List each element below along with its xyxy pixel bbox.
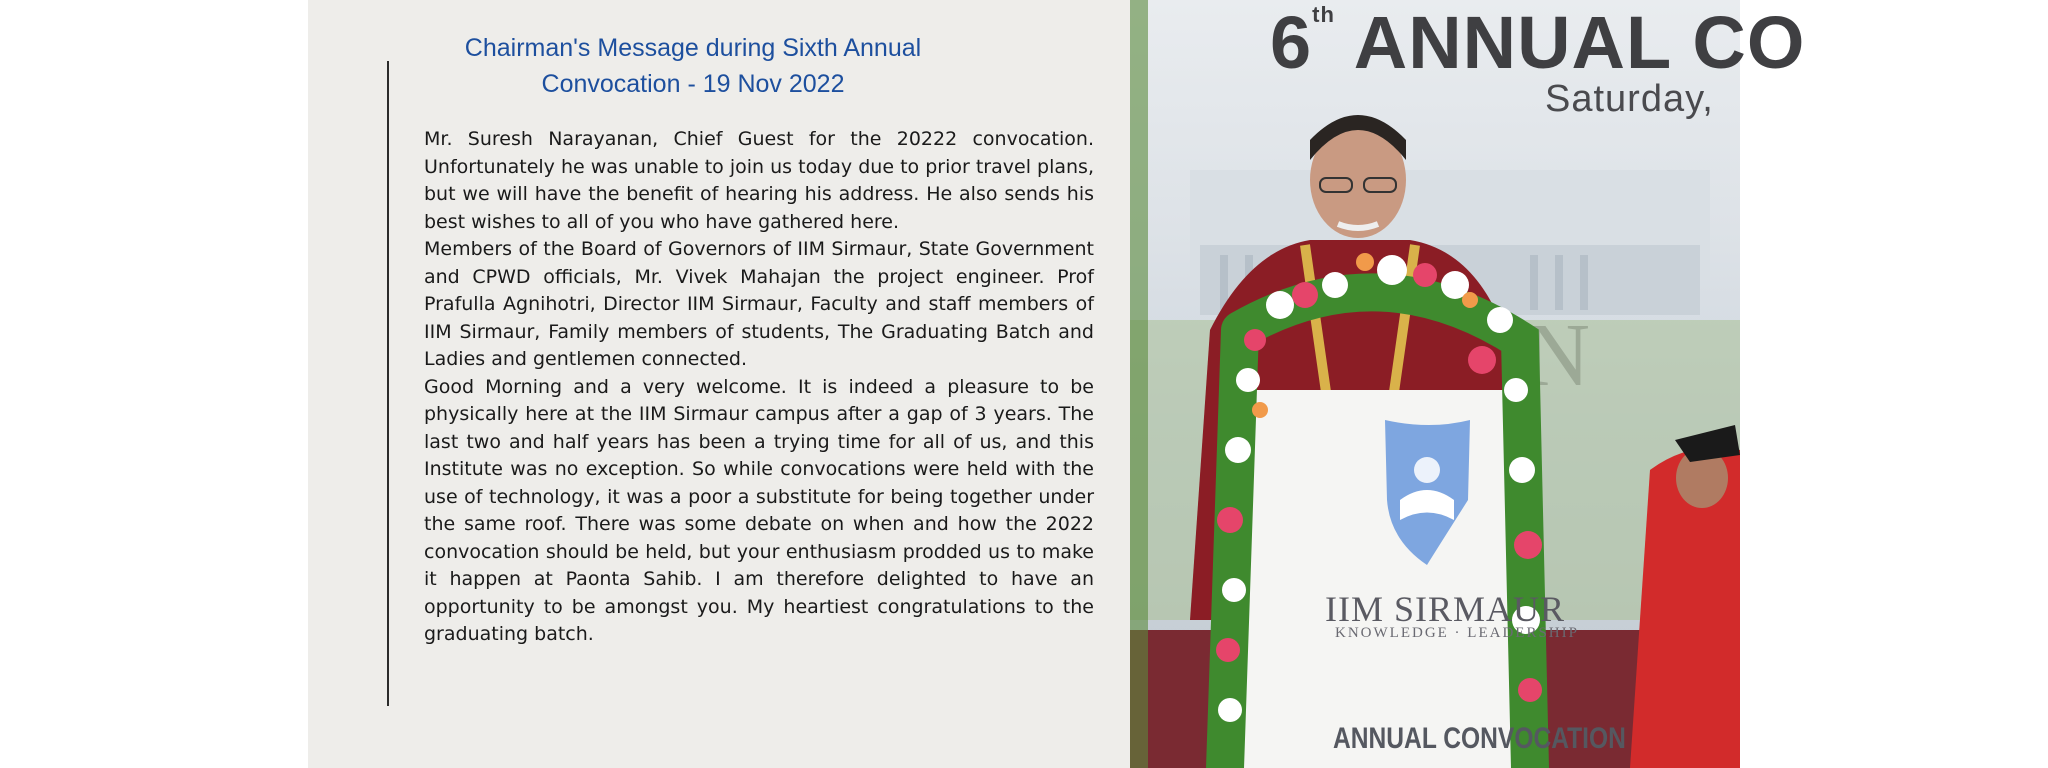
article-title-line-2: Convocation - 19 Nov 2022 <box>541 70 845 98</box>
article-body <box>424 126 1094 649</box>
sun-icon <box>1414 457 1440 483</box>
podium-institute-name: IIM SIRMAUR <box>1325 589 1566 629</box>
paragraph-dignitaries: Members of the Board of Governors of IIM Sirmaur, State Government and CPWD officials, Mr. Vivek Mahajan the project engineer. Prof Prafulla Agnihotri, Director IIM Sirmaur, Faculty and staff members of IIM Sirmaur, Family members of students, The Graduating Batch and Ladies and gentlemen connected. <box>424 238 1094 370</box>
podium-footer: ANNUAL CONVOCATION <box>1333 722 1626 755</box>
article-title <box>408 30 978 102</box>
podium-tagline: KNOWLEDGE · LEADERSHIP <box>1335 625 1579 641</box>
paragraph-welcome: Good Morning and a very welcome. It is indeed a pleasure to be physically here at the IIM Sirmaur campus after a gap of 3 years. The last two and half years has been a trying time for all of us, and this Institute was no exception. So while convocations were held with the use of technology, it was a poor a substitute for being together under the same roof. There was some debate on when and how the 2022 convocation should be held, but your enthusiasm prodded us to make it happen at Paonta Sahib. I am therefore delighted to have an opportunity to be amongst you. My heartiest congratulations to the graduating batch. <box>424 375 1094 645</box>
convocation-photo <box>1130 0 1806 768</box>
banner-suffix: th <box>1312 2 1335 27</box>
banner-number: 6 <box>1270 1 1313 84</box>
message-panel <box>308 0 1130 768</box>
left-foliage <box>1130 0 1148 768</box>
paragraph-chief-guest: Mr. Suresh Narayanan, Chief Guest for the 20222 convocation. Unfortunately he was unable to join us today due to prior travel plans, but we will have the benefit of hearing his address. He also sends his best wishes to all of you who have gathered here. <box>424 128 1094 233</box>
vertical-divider <box>387 61 389 706</box>
banner-date: Saturday, <box>1545 78 1714 120</box>
banner-text: ANNUAL CO <box>1353 1 1806 84</box>
article-title-line-1: Chairman's Message during Sixth Annual <box>464 34 922 62</box>
podium <box>1230 390 1520 768</box>
banner-heading <box>1270 0 1805 85</box>
